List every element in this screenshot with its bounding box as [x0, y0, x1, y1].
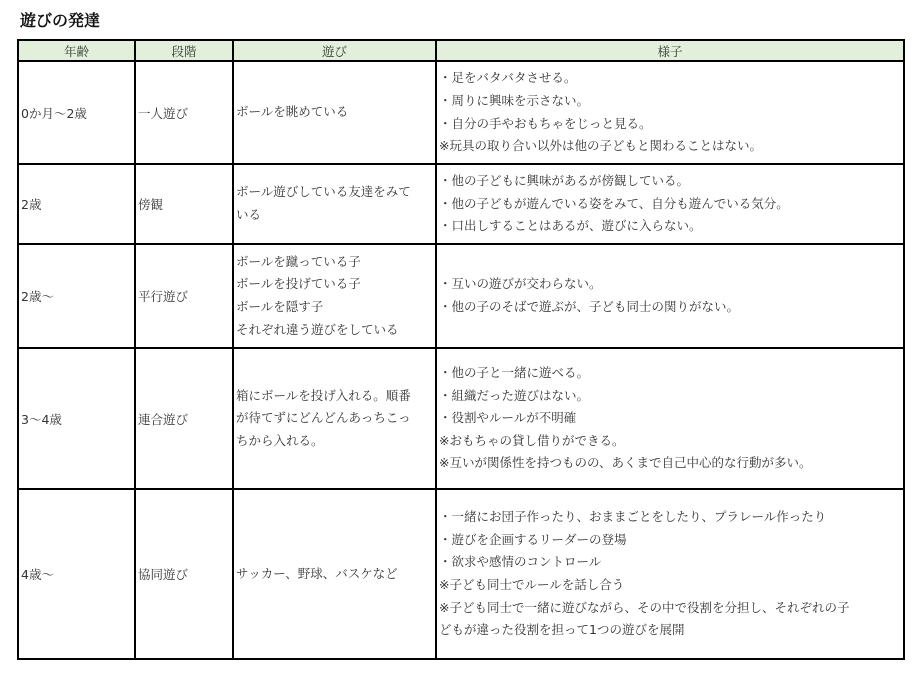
notes-line: ・互いの遊びが交わらない。 — [439, 276, 602, 292]
play-line: いる — [236, 207, 262, 222]
play-cell — [233, 244, 436, 348]
notes-cell — [436, 489, 904, 659]
notes-line: ・自分の手やおもちゃをじっと見る。 — [439, 115, 652, 131]
notes-line: ・一緒にお団子作ったり、おままごとをしたり、プラレール作ったり — [439, 509, 827, 525]
stage-cell: 傍観 — [135, 164, 233, 244]
notes-line: ・他の子どもに興味があるが傍観している。 — [439, 173, 690, 189]
header-age: 年齢 — [18, 40, 135, 61]
notes-line: ・欲求や感情のコントロール — [439, 554, 602, 570]
table-header-row — [18, 40, 904, 61]
table-row — [18, 244, 904, 348]
table-row — [18, 489, 904, 659]
notes-line: どもが違った役割を担って1つの遊びを展開 — [439, 622, 685, 638]
stage-cell: 平行遊び — [135, 244, 233, 348]
play-line: ボールを隠す子 — [236, 299, 324, 314]
play-line: ボールを眺めている — [236, 104, 349, 120]
play-line: ボールを投げている子 — [236, 276, 361, 292]
age-cell: 4歳〜 — [18, 489, 135, 659]
play-cell — [233, 61, 436, 164]
play-line: が待てずにどんどんあっちこっ — [236, 410, 411, 426]
notes-cell — [436, 348, 904, 489]
notes-cell — [436, 61, 904, 164]
table-row — [18, 61, 904, 164]
play-cell — [233, 489, 436, 659]
notes-line: ※子ども同士で一緒に遊びながら、その中で役割を分担し、それぞれの子 — [439, 599, 850, 615]
play-line: それぞれ違う遊びをしている — [236, 321, 399, 337]
notes-line: ※互いが関係性を持つものの、あくまで自己中心的な行動が多い。 — [439, 455, 812, 471]
stage-cell: 連合遊び — [135, 348, 233, 489]
header-notes: 様子 — [436, 40, 904, 61]
header-stage: 段階 — [135, 40, 233, 61]
notes-line: ・足をバタバタさせる。 — [439, 70, 577, 86]
stage-cell: 協同遊び — [135, 489, 233, 659]
page-title: 遊びの発達 — [20, 11, 101, 30]
notes-line: ※子ども同士でルールを話し合う — [439, 577, 625, 592]
age-cell: 2歳 — [18, 164, 135, 244]
age-cell: 2歳〜 — [18, 244, 135, 348]
play-line: 箱にボールを投げ入れる。順番 — [236, 387, 411, 403]
stage-cell: 一人遊び — [135, 61, 233, 164]
notes-line: ・口出しすることはあるが、遊びに入らない。 — [439, 218, 702, 234]
age-cell: 0か月〜2歳 — [18, 61, 135, 164]
play-line: サッカー、野球、バスケなど — [236, 565, 398, 581]
play-line: ボール遊びしている友達をみて — [236, 184, 411, 200]
table-row — [18, 348, 904, 489]
notes-line: ・組織だった遊びはない。 — [439, 387, 590, 403]
play-development-table — [17, 39, 905, 660]
notes-line: ・役割やルールが不明確 — [439, 410, 577, 426]
notes-line: ・他の子のそばで遊ぶが、子ども同士の関りがない。 — [439, 299, 740, 314]
play-line: ちから入れる。 — [236, 432, 324, 448]
age-cell: 3〜4歳 — [18, 348, 135, 489]
notes-cell — [436, 244, 904, 348]
notes-line: ・周りに興味を示さない。 — [439, 92, 590, 108]
notes-line: ・他の子どもが遊んでいる姿をみて、自分も遊んでいる気分。 — [439, 195, 789, 211]
notes-line: ・他の子と一緒に遊べる。 — [439, 365, 590, 381]
header-play: 遊び — [233, 40, 436, 61]
play-line: ボールを蹴っている子 — [236, 253, 361, 269]
notes-line: ・遊びを企画するリーダーの登場 — [439, 531, 627, 547]
play-cell — [233, 164, 436, 244]
notes-line: ※玩具の取り合い以外は他の子どもと関わることはない。 — [439, 138, 762, 154]
table-row — [18, 164, 904, 244]
play-cell — [233, 348, 436, 489]
notes-cell — [436, 164, 904, 244]
notes-line: ※おもちゃの貸し借りができる。 — [439, 432, 625, 448]
